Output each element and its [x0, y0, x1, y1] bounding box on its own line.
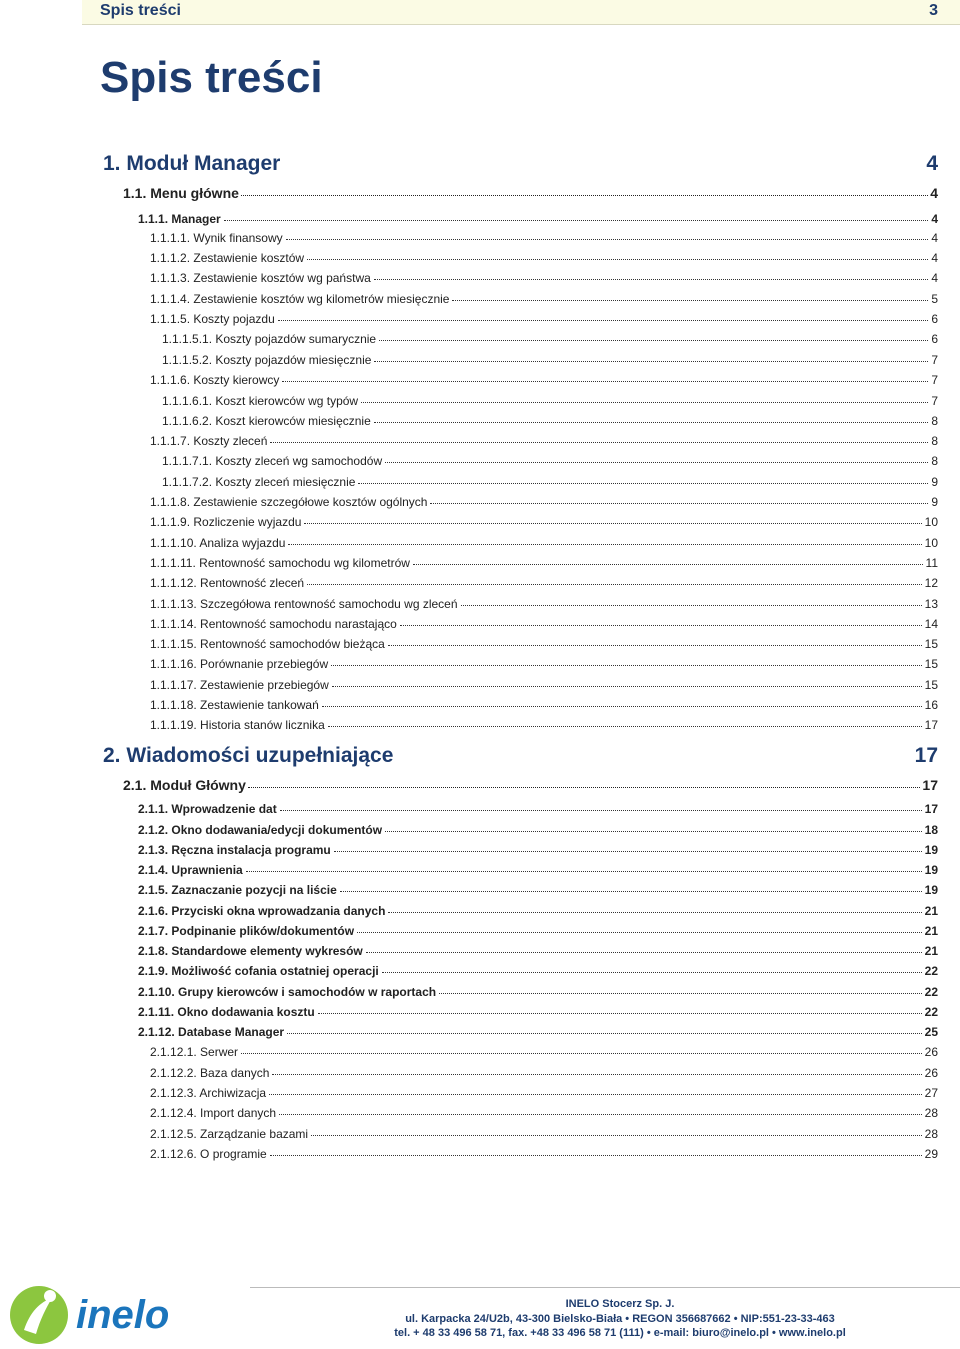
toc-entry-label: 2. Wiadomości uzupełniające [103, 744, 394, 767]
toc-entry-page: 28 [924, 1127, 938, 1141]
toc-entry-label: 2.1.6. Przyciski okna wprowadzania danych [138, 904, 386, 918]
toc-entry[interactable] [138, 823, 938, 837]
toc-entry-page: 21 [924, 924, 938, 938]
toc-entry-label: 2.1.12.5. Zarządzanie bazami [150, 1127, 309, 1141]
toc-entry-page: 19 [924, 863, 938, 877]
toc-entry-page: 9 [931, 495, 938, 509]
toc-entry-page: 6 [931, 332, 938, 346]
toc-entry-page: 7 [931, 373, 938, 387]
toc-entry-page: 29 [924, 1147, 938, 1161]
toc-entry-page: 15 [924, 637, 938, 651]
toc-entry[interactable] [138, 212, 938, 226]
toc-entry[interactable] [150, 637, 938, 651]
toc-entry[interactable] [150, 1066, 938, 1080]
toc-dot-leader [374, 361, 928, 362]
toc-entry-label: 1.1.1.2. Zestawienie kosztów [150, 251, 305, 265]
toc-entry[interactable] [150, 597, 938, 611]
toc-dot-leader [430, 503, 928, 504]
toc-entry-page: 17 [924, 718, 938, 732]
toc-entry[interactable] [162, 353, 938, 367]
toc-entry-page: 4 [931, 251, 938, 265]
toc-entry-label: 1.1.1.7.2. Koszty zleceń miesięcznie [162, 475, 356, 489]
toc-entry[interactable] [138, 1005, 938, 1019]
toc-dot-leader [241, 1053, 922, 1054]
toc-entry-label: 1.1.1.5.1. Koszty pojazdów sumarycznie [162, 332, 377, 346]
toc-dot-leader [332, 686, 922, 687]
toc-entry-label: 1.1.1.1. Wynik finansowy [150, 231, 283, 245]
toc-entry-page: 19 [924, 883, 938, 897]
toc-dot-leader [286, 239, 929, 240]
header-divider [82, 24, 960, 25]
toc-entry-page: 18 [924, 823, 938, 837]
toc-entry-page: 10 [924, 536, 938, 550]
toc-entry-page: 14 [924, 617, 938, 631]
toc-entry-page: 17 [922, 777, 938, 793]
toc-entry-page: 4 [931, 212, 938, 226]
toc-entry-page: 4 [930, 185, 938, 201]
toc-entry-label: 2.1.7. Podpinanie plików/dokumentów [138, 924, 355, 938]
toc-entry-label: 1.1.1.9. Rozliczenie wyjazdu [150, 515, 302, 529]
toc-dot-leader [307, 584, 922, 585]
toc-entry-page: 8 [931, 434, 938, 448]
toc-entry-page: 8 [931, 414, 938, 428]
inelo-logo [6, 1282, 206, 1348]
toc-entry-label: 1.1.1.17. Zestawienie przebiegów [150, 678, 329, 692]
toc-entry-label: 2.1.12.1. Serwer [150, 1045, 239, 1059]
footer-divider [250, 1287, 960, 1288]
toc-entry-page: 4 [931, 231, 938, 245]
toc-entry-page: 5 [931, 292, 938, 306]
header-page-number: 3 [929, 2, 938, 19]
toc-entry[interactable] [138, 863, 938, 877]
toc-entry-label: 2.1.10. Grupy kierowców i samochodów w raportach [138, 985, 437, 999]
toc-entry[interactable] [103, 152, 938, 176]
toc-dot-leader [388, 645, 922, 646]
toc-entry-label: 1.1.1.16. Porównanie przebiegów [150, 657, 329, 671]
toc-entry-page: 9 [931, 475, 938, 489]
toc-dot-leader [388, 912, 921, 913]
toc-entry-page: 4 [926, 152, 938, 175]
toc-entry-page: 21 [924, 904, 938, 918]
toc-entry[interactable] [138, 843, 938, 857]
logo-text: inelo [76, 1293, 170, 1337]
toc-entry[interactable] [150, 556, 938, 570]
toc-entry[interactable] [138, 964, 938, 978]
toc-entry-page: 21 [924, 944, 938, 958]
toc-dot-leader [385, 462, 928, 463]
toc-dot-leader [287, 1033, 922, 1034]
toc-entry-label: 1.1. Menu główne [123, 185, 239, 201]
toc-entry[interactable] [150, 515, 938, 529]
toc-entry[interactable] [150, 617, 938, 631]
toc-entry[interactable] [150, 495, 938, 509]
toc-entry[interactable] [162, 414, 938, 428]
toc-dot-leader [452, 300, 928, 301]
toc-entry[interactable] [150, 718, 938, 732]
document-title: Spis treści [100, 53, 323, 102]
toc-dot-leader [361, 402, 928, 403]
toc-entry[interactable] [103, 744, 938, 768]
toc-entry-page: 22 [924, 1005, 938, 1019]
toc-entry[interactable] [150, 576, 938, 590]
toc-dot-leader [279, 1114, 922, 1115]
toc-entry-label: 2.1.1. Wprowadzenie dat [138, 802, 277, 816]
toc-entry-label: 1.1.1.7.1. Koszty zleceń wg samochodów [162, 454, 383, 468]
toc-entry[interactable] [162, 454, 938, 468]
footer-contact: tel. + 48 33 496 58 71, fax. +48 33 496 58 71 (111) • e-mail: biuro@inelo.pl • www.inelo.pl [394, 1327, 846, 1339]
toc-entry-page: 26 [924, 1066, 938, 1080]
toc-entry-label: 1.1.1.10. Analiza wyjazdu [150, 536, 286, 550]
toc-entry-label: 1.1.1.11. Rentowność samochodu wg kilometrów [150, 556, 410, 570]
header-title: Spis treści [100, 2, 181, 19]
toc-entry-label: 2.1.2. Okno dodawania/edycji dokumentów [138, 823, 383, 837]
toc-entry-label: 2.1.5. Zaznaczanie pozycji na liście [138, 883, 337, 897]
toc-entry-label: 1.1.1.8. Zestawienie szczegółowe kosztów ogólnych [150, 495, 428, 509]
toc-dot-leader [379, 340, 928, 341]
toc-dot-leader [246, 871, 922, 872]
toc-dot-leader [304, 523, 921, 524]
footer-company: INELO Stocerz Sp. J. [565, 1298, 675, 1310]
toc-entry[interactable] [150, 312, 938, 326]
toc-entry-page: 17 [924, 802, 938, 816]
toc-entry-label: 2.1. Moduł Główny [123, 777, 246, 793]
toc-entry-label: 2.1.8. Standardowe elementy wykresów [138, 944, 363, 958]
toc-entry-label: 1.1.1.6. Koszty kierowcy [150, 373, 280, 387]
toc-entry-page: 8 [931, 454, 938, 468]
toc-dot-leader [318, 1013, 922, 1014]
toc-dot-leader [400, 625, 922, 626]
toc-entry[interactable] [150, 231, 938, 245]
toc-entry-label: 1.1.1.19. Historia stanów licznika [150, 718, 325, 732]
toc-entry-label: 2.1.3. Ręczna instalacja programu [138, 843, 331, 857]
toc-entry[interactable] [150, 271, 938, 285]
page-header [82, 0, 960, 24]
toc-entry-label: 2.1.12. Database Manager [138, 1025, 285, 1039]
toc-dot-leader [322, 706, 922, 707]
toc-entry-label: 2.1.12.3. Archiwizacja [150, 1086, 267, 1100]
toc-dot-leader [248, 787, 921, 788]
toc-entry-page: 26 [924, 1045, 938, 1059]
toc-entry-page: 12 [924, 576, 938, 590]
toc-entry-label: 2.1.12.4. Import danych [150, 1106, 277, 1120]
toc-entry[interactable] [150, 1045, 938, 1059]
toc-dot-leader [270, 1155, 922, 1156]
toc-entry-page: 19 [924, 843, 938, 857]
toc-entry-label: 1.1.1.5.2. Koszty pojazdów miesięcznie [162, 353, 372, 367]
toc-entry[interactable] [162, 394, 938, 408]
toc-dot-leader [307, 259, 928, 260]
toc-dot-leader [461, 605, 922, 606]
toc-dot-leader [280, 810, 922, 811]
toc-dot-leader [288, 544, 921, 545]
toc-entry[interactable] [150, 536, 938, 550]
toc-entry-page: 25 [924, 1025, 938, 1039]
toc-entry-page: 6 [931, 312, 938, 326]
toc-entry[interactable] [138, 944, 938, 958]
toc-entry-page: 15 [924, 657, 938, 671]
toc-entry-page: 27 [924, 1086, 938, 1100]
toc-dot-leader [331, 665, 922, 666]
toc-entry-page: 4 [931, 271, 938, 285]
toc-entry[interactable] [150, 657, 938, 671]
toc-entry-label: 1.1.1.13. Szczegółowa rentowność samochodu wg zleceń [150, 597, 458, 611]
toc-entry-page: 22 [924, 985, 938, 999]
toc-entry-page: 11 [925, 556, 938, 570]
toc-entry[interactable] [150, 678, 938, 692]
toc-entry[interactable] [150, 1147, 938, 1161]
toc-entry-page: 16 [924, 698, 938, 712]
toc-entry[interactable] [123, 185, 938, 201]
toc-entry-page: 13 [924, 597, 938, 611]
toc-entry-page: 7 [931, 394, 938, 408]
toc-entry[interactable] [150, 1127, 938, 1141]
toc-entry[interactable] [138, 904, 938, 918]
toc-entry[interactable] [138, 802, 938, 816]
toc-entry[interactable] [150, 373, 938, 387]
toc-entry-page: 10 [924, 515, 938, 529]
toc-entry[interactable] [162, 332, 938, 346]
toc-entry-label: 2.1.4. Uprawnienia [138, 863, 243, 877]
toc-dot-leader [334, 851, 922, 852]
toc-dot-leader [366, 952, 922, 953]
toc-entry[interactable] [150, 698, 938, 712]
toc-entry-label: 1. Moduł Manager [103, 152, 281, 175]
toc-entry[interactable] [150, 1106, 938, 1120]
toc-dot-leader [241, 195, 928, 196]
toc-entry[interactable] [138, 985, 938, 999]
toc-dot-leader [224, 220, 929, 221]
toc-dot-leader [282, 381, 928, 382]
toc-entry-label: 2.1.12.2. Baza danych [150, 1066, 270, 1080]
toc-entry-label: 1.1.1.3. Zestawienie kosztów wg państwa [150, 271, 371, 285]
toc-dot-leader [413, 564, 923, 565]
toc-entry-page: 28 [924, 1106, 938, 1120]
toc-entry-label: 1.1.1.6.1. Koszt kierowców wg typów [162, 394, 359, 408]
toc-entry-page: 7 [931, 353, 938, 367]
toc-entry-label: 1.1.1.5. Koszty pojazdu [150, 312, 275, 326]
toc-entry-label: 2.1.12.6. O programie [150, 1147, 267, 1161]
footer-address: ul. Karpacka 24/U2b, 43-300 Bielsko-Biała • REGON 356687662 • NIP:551-23-33-463 [405, 1313, 835, 1325]
toc-entry[interactable] [138, 924, 938, 938]
toc-entry-page: 17 [914, 744, 938, 767]
toc-dot-leader [439, 993, 922, 994]
toc-dot-leader [328, 726, 922, 727]
toc-dot-leader [269, 1094, 922, 1095]
toc-entry-label: 1.1.1.4. Zestawienie kosztów wg kilometrów miesięcznie [150, 292, 450, 306]
toc-entry[interactable] [138, 1025, 938, 1039]
toc-dot-leader [358, 483, 928, 484]
toc-dot-leader [340, 891, 922, 892]
toc-entry-label: 1.1.1.7. Koszty zleceń [150, 434, 268, 448]
toc-entry-label: 1.1.1.12. Rentowność zleceń [150, 576, 305, 590]
toc-entry[interactable] [150, 251, 938, 265]
toc-entry-page: 22 [924, 964, 938, 978]
toc-dot-leader [374, 422, 929, 423]
toc-entry-label: 2.1.9. Możliwość cofania ostatniej operacji [138, 964, 379, 978]
toc-entry-page: 15 [924, 678, 938, 692]
toc-entry[interactable] [138, 883, 938, 897]
toc-entry[interactable] [123, 777, 938, 793]
toc-entry[interactable] [162, 475, 938, 489]
toc-entry-label: 1.1.1.14. Rentowność samochodu narastająco [150, 617, 397, 631]
toc-entry-label: 1.1.1.15. Rentowność samochodów bieżąca [150, 637, 385, 651]
toc-entry-label: 1.1.1. Manager [138, 212, 221, 226]
toc-dot-leader [374, 279, 929, 280]
toc-dot-leader [270, 442, 928, 443]
toc-dot-leader [278, 320, 929, 321]
toc-entry-label: 2.1.11. Okno dodawania kosztu [138, 1005, 315, 1019]
toc-entry-label: 1.1.1.6.2. Koszt kierowców miesięcznie [162, 414, 371, 428]
toc-dot-leader [357, 932, 922, 933]
toc-dot-leader [385, 831, 922, 832]
toc-entry[interactable] [150, 1086, 938, 1100]
toc-dot-leader [311, 1135, 922, 1136]
toc-dot-leader [382, 972, 922, 973]
toc-entry[interactable] [150, 292, 938, 306]
toc-dot-leader [272, 1074, 921, 1075]
toc-entry[interactable] [150, 434, 938, 448]
toc-entry-label: 1.1.1.18. Zestawienie tankowań [150, 698, 319, 712]
